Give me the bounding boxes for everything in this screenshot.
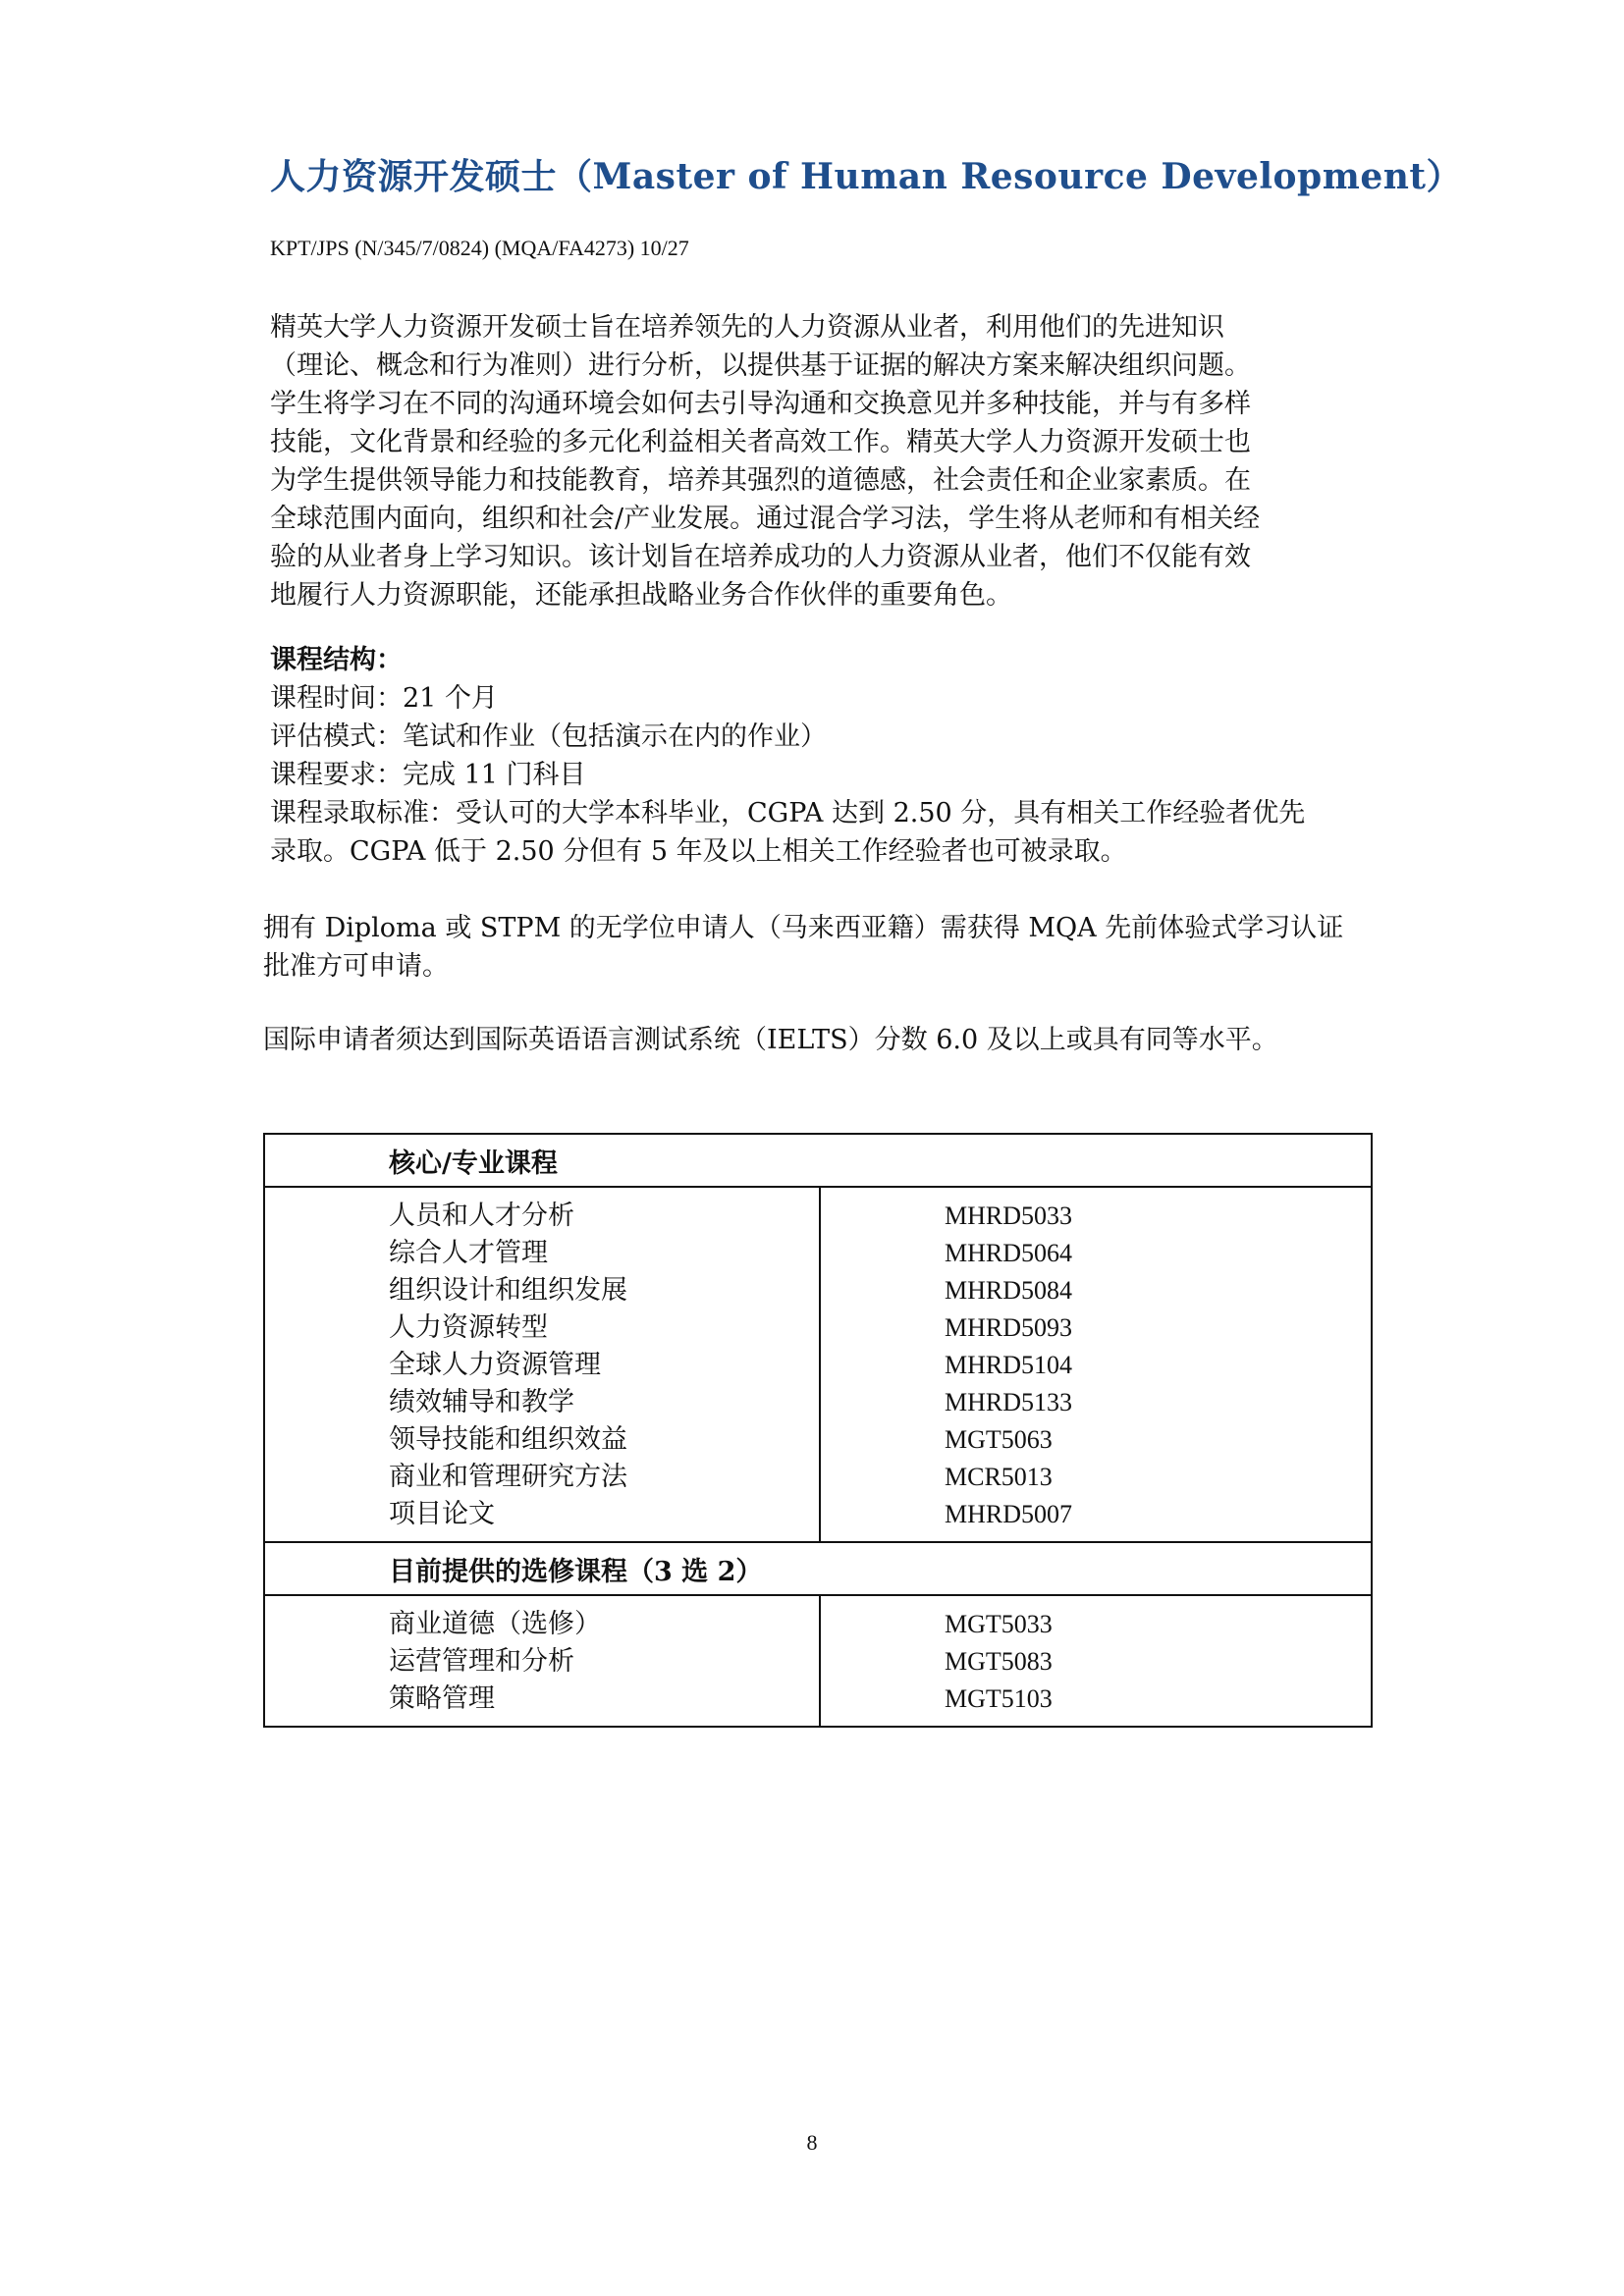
course-code: MGT5033 — [945, 1610, 1053, 1638]
course-duration: 课程时间：21 个月 — [270, 683, 498, 714]
course-name: 组织设计和组织发展 — [389, 1275, 627, 1306]
intro-line: 学生将学习在不同的沟通环境会如何去引导沟通和交换意见并多种技能，并与有多样 — [270, 389, 1251, 419]
elective-course-codes — [820, 1595, 1372, 1727]
intro-line: 为学生提供领导能力和技能教育，培养其强烈的道德感，社会责任和企业家素质。在 — [270, 465, 1251, 496]
course-code: MGT5063 — [945, 1425, 1053, 1454]
course-name: 项目论文 — [389, 1499, 495, 1529]
course-code: MHRD5093 — [945, 1313, 1073, 1342]
course-name: 商业道德（选修） — [389, 1609, 601, 1639]
course-structure-heading: 课程结构： — [270, 645, 403, 675]
course-code: MHRD5033 — [945, 1201, 1073, 1230]
course-name: 策略管理 — [389, 1683, 495, 1714]
accreditation-code: KPT/JPS (N/345/7/0824) (MQA/FA4273) 10/27 — [270, 236, 689, 260]
course-code: MHRD5007 — [945, 1500, 1073, 1528]
intro-line: 全球范围内面向，组织和社会/产业发展。通过混合学习法，学生将从老师和有相关经 — [270, 504, 1261, 534]
course-name: 运营管理和分析 — [389, 1646, 574, 1677]
diploma-applicants-note — [263, 909, 1373, 986]
course-code: MCR5013 — [945, 1463, 1053, 1491]
assessment-mode: 评估模式：笔试和作业（包括演示在内的作业） — [270, 721, 827, 752]
course-code: MGT5103 — [945, 1684, 1053, 1713]
intro-line: 精英大学人力资源开发硕士旨在培养领先的人力资源从业者，利用他们的先进知识 — [270, 312, 1224, 343]
elective-course-names — [264, 1595, 820, 1727]
elective-courses-heading: 目前提供的选修课程（3 选 2） — [264, 1542, 1372, 1595]
course-code: MHRD5104 — [945, 1351, 1073, 1379]
course-name: 人员和人才分析 — [389, 1201, 574, 1231]
diploma-note-line: 批准方可申请。 — [263, 951, 449, 982]
admission-criteria-continued: 录取。CGPA 低于 2.50 分但有 5 年及以上相关工作经验者也可被录取。 — [270, 836, 1127, 867]
course-name: 人力资源转型 — [389, 1312, 548, 1343]
course-name: 领导技能和组织效益 — [389, 1424, 627, 1455]
course-code: MGT5083 — [945, 1647, 1053, 1676]
core-courses-row — [264, 1187, 1372, 1542]
course-structure — [270, 641, 1370, 871]
course-code: MHRD5064 — [945, 1239, 1073, 1267]
course-name: 全球人力资源管理 — [389, 1350, 601, 1380]
core-courses-header-row — [264, 1134, 1372, 1187]
intro-line: 地履行人力资源职能，还能承担战略业务合作伙伴的重要角色。 — [270, 580, 1012, 611]
page-number: 8 — [806, 2130, 818, 2155]
intro-paragraph — [270, 308, 1370, 614]
course-code: MHRD5084 — [945, 1276, 1073, 1305]
page-title: 人力资源开发硕士（Master of Human Resource Development） — [270, 156, 1463, 197]
core-course-codes — [820, 1187, 1372, 1542]
core-courses-heading: 核心/专业课程 — [264, 1134, 1372, 1187]
course-name: 绩效辅导和教学 — [389, 1387, 574, 1417]
elective-courses-row — [264, 1595, 1372, 1727]
course-name: 商业和管理研究方法 — [389, 1462, 627, 1492]
course-requirement: 课程要求：完成 11 门科目 — [270, 760, 586, 790]
course-code: MHRD5133 — [945, 1388, 1073, 1416]
course-name: 综合人才管理 — [389, 1238, 548, 1268]
intro-line: （理论、概念和行为准则）进行分析，以提供基于证据的解决方案来解决组织问题。 — [270, 350, 1251, 381]
diploma-note-line: 拥有 Diploma 或 STPM 的无学位申请人（马来西亚籍）需获得 MQA 先前体验式学习认证 — [263, 913, 1344, 943]
intro-line: 技能，文化背景和经验的多元化利益相关者高效工作。精英大学人力资源开发硕士也 — [270, 427, 1251, 457]
elective-courses-header-row — [264, 1542, 1372, 1595]
ielts-line: 国际申请者须达到国际英语语言测试系统（IELTS）分数 6.0 及以上或具有同等水平。 — [263, 1025, 1278, 1055]
ielts-requirement — [263, 1021, 1373, 1059]
core-course-names — [264, 1187, 820, 1542]
admission-criteria: 课程录取标准：受认可的大学本科毕业，CGPA 达到 2.50 分，具有相关工作经验者优先 — [270, 798, 1306, 828]
course-table — [263, 1133, 1373, 1728]
intro-line: 验的从业者身上学习知识。该计划旨在培养成功的人力资源从业者，他们不仅能有效 — [270, 542, 1251, 572]
